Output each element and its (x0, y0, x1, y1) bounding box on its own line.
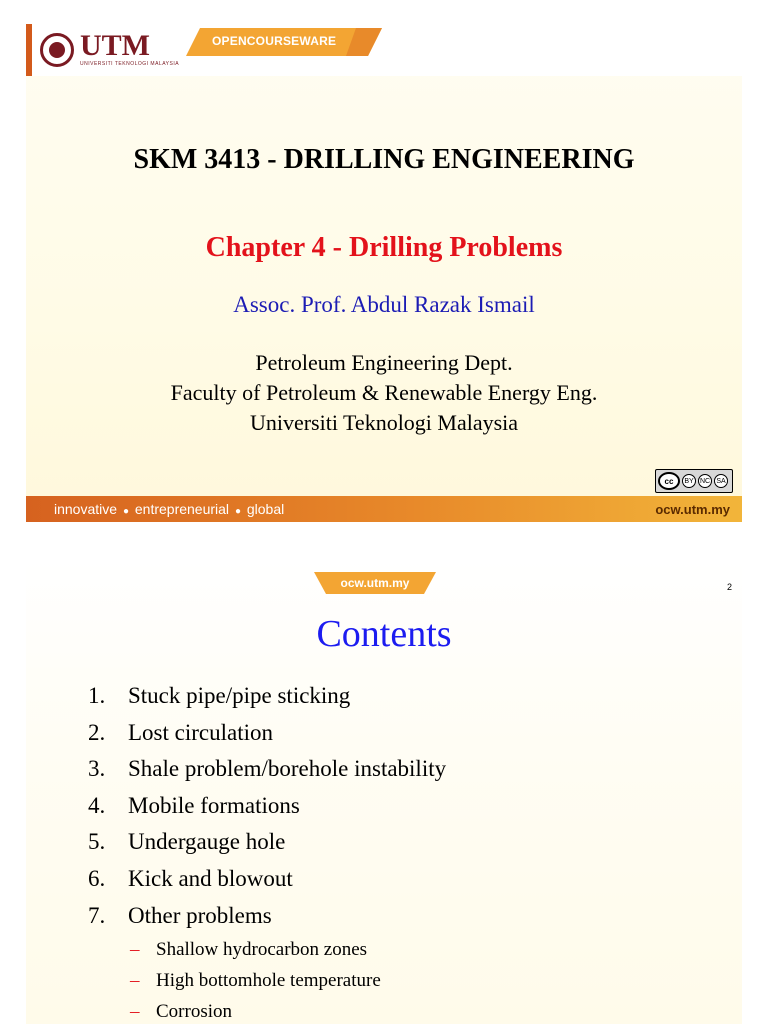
utm-logo (40, 29, 180, 67)
ocw-url-tab (314, 572, 436, 594)
course-title: SKM 3413 - DRILLING ENGINEERING (133, 144, 635, 175)
opencourseware-tab (186, 28, 382, 56)
university-line: Universiti Teknologi Malaysia (249, 410, 519, 435)
by-icon: BY (682, 474, 696, 488)
title-slide (26, 24, 742, 522)
chapter-title: Chapter 4 - Drilling Problems (205, 232, 563, 263)
sub-list (130, 934, 381, 1024)
page-number: 2 (726, 582, 732, 592)
opencourseware-label: OPENCOURSEWARE (212, 34, 337, 48)
logo-subtitle: UNIVERSITI TEKNOLOGI MALAYSIA (80, 61, 180, 67)
sub-list-item: – Shallow hydrocarbon zones (130, 939, 368, 960)
sa-icon: SA (714, 474, 728, 488)
contents-heading: Contents (316, 613, 452, 655)
tagline-entrepreneurial: entrepreneurial (134, 501, 230, 517)
tagline-innovative: innovative (54, 501, 118, 517)
sub-list-item: – High bottomhole temperature (130, 970, 381, 991)
header-accent-bar (26, 24, 32, 76)
footer-band (26, 496, 742, 522)
bullet-icon: ● (234, 506, 241, 517)
sub-list-item: – Corrosion (130, 1001, 232, 1022)
list-item: 5. Undergauge hole (88, 829, 286, 855)
list-item: 6. Kick and blowout (88, 865, 293, 891)
bullet-icon: ● (122, 506, 129, 517)
faculty-line: Faculty of Petroleum & Renewable Energy Eng. (170, 380, 598, 405)
list-item: 1. Stuck pipe/pipe sticking (88, 683, 351, 708)
footer-url[interactable]: ocw.utm.my (655, 501, 730, 517)
contents-slide (26, 560, 742, 1024)
list-item: 3. Shale problem/borehole instability (88, 756, 447, 782)
ocw-url-label: ocw.utm.my (340, 576, 410, 590)
tagline-global: global (246, 501, 285, 517)
department-line: Petroleum Engineering Dept. (255, 350, 513, 375)
list-item: 4. Mobile formations (88, 792, 300, 818)
cc-icon: cc (658, 472, 680, 490)
utm-seal-icon (40, 33, 74, 67)
department-block (26, 348, 742, 438)
author-name: Assoc. Prof. Abdul Razak Ismail (233, 292, 535, 317)
list-item: 7. Other problems (88, 902, 272, 928)
contents-list (88, 678, 446, 934)
creative-commons-badge (655, 469, 733, 493)
footer-tagline (54, 501, 284, 517)
logo-wordmark: UTM (80, 29, 150, 62)
list-item: 2. Lost circulation (88, 719, 273, 745)
nc-icon: NC (698, 474, 712, 488)
